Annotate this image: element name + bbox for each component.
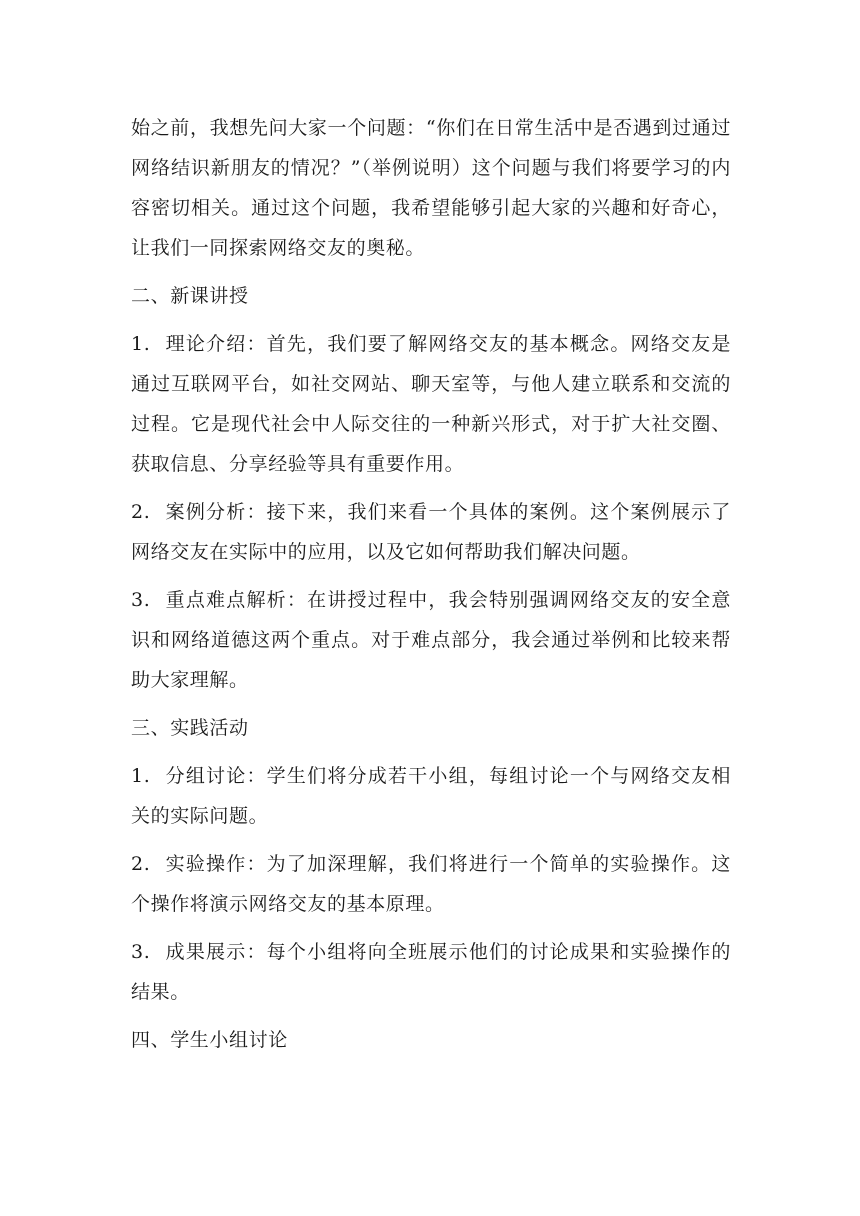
paragraph-text: 始之前，我想先问大家一个问题：“你们在日常生活中是否遇到过通过网络结识新朋友的情况？”（举例说明）这个问题与我们将要学习的内容密切相关。通过这个问题，我希望能够引起大家的兴趣和好奇心，让我们一同探索网络交友的奥秘。 (131, 117, 731, 259)
section-heading-practice (131, 708, 731, 748)
item-text: 重点难点解析：在讲授过程中，我会特别强调网络交友的安全意识和网络道德这两个重点。对于难点部分，我会通过举例和比较来帮助大家理解。 (131, 589, 731, 691)
item-text: 实验操作：为了加深理解，我们将进行一个简单的实验操作。这个操作将演示网络交友的基本原理。 (131, 853, 731, 915)
item-number: 3. (131, 941, 151, 963)
list-item (131, 844, 731, 924)
item-number: 1. (131, 765, 151, 787)
intro-paragraph (131, 108, 731, 268)
list-item (131, 756, 731, 836)
list-item (131, 492, 731, 572)
heading-text: 三、实践活动 (131, 717, 249, 739)
item-text: 分组讨论：学生们将分成若干小组，每组讨论一个与网络交友相关的实际问题。 (131, 765, 731, 827)
item-number: 3. (131, 589, 151, 611)
section-heading-new-lesson (131, 276, 731, 316)
list-item (131, 324, 731, 484)
item-text: 案例分析：接下来，我们来看一个具体的案例。这个案例展示了网络交友在实际中的应用，以及它如何帮助我们解决问题。 (131, 501, 731, 563)
item-number: 2. (131, 853, 151, 875)
item-text: 成果展示：每个小组将向全班展示他们的讨论成果和实验操作的结果。 (131, 941, 731, 1003)
item-number: 1. (131, 333, 151, 355)
document-body (131, 108, 731, 1068)
list-item (131, 932, 731, 1012)
heading-text: 二、新课讲授 (131, 285, 249, 307)
list-item (131, 580, 731, 700)
section-heading-group-discussion (131, 1020, 731, 1060)
item-number: 2. (131, 501, 151, 523)
item-text: 理论介绍：首先，我们要了解网络交友的基本概念。网络交友是通过互联网平台，如社交网站、聊天室等，与他人建立联系和交流的过程。它是现代社会中人际交往的一种新兴形式，对于扩大社交圈、获取信息、分享经验等具有重要作用。 (131, 333, 731, 475)
heading-text: 四、学生小组讨论 (131, 1029, 288, 1051)
